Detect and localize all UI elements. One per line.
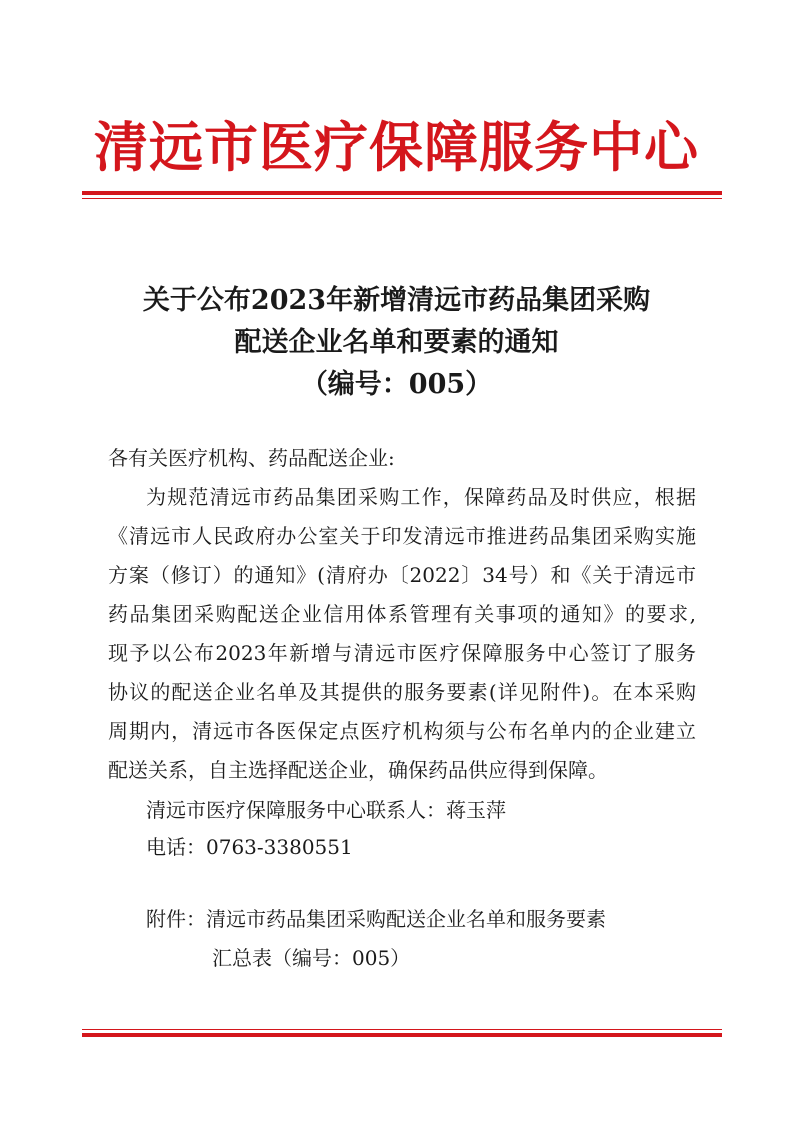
footer-divider-thin <box>82 1029 722 1030</box>
contact-person: 清远市医疗保障服务中心联系人：蒋玉萍 <box>146 798 506 822</box>
paragraph-line: 周期内，清远市各医保定点医疗机构须与公布名单内的企业建立 <box>108 719 696 743</box>
paragraph-line: 协议的配送企业名单及其提供的服务要素(详见附件)。在本采购 <box>108 680 696 704</box>
contact-phone: 电话：0763-3380551 <box>146 835 353 859</box>
attachment-line-1: 附件：清远市药品集团采购配送企业名单和服务要素 <box>146 907 606 931</box>
notice-number: （编号：005） <box>300 369 493 400</box>
notice-title-line-2: 配送企业名单和要素的通知 <box>234 327 559 358</box>
footer-divider-thick <box>82 1033 722 1037</box>
attachment-line-2: 汇总表（编号：005） <box>212 946 411 970</box>
header-divider-thin <box>82 198 722 199</box>
paragraph-line: 为规范清远市药品集团采购工作，保障药品及时供应，根据 <box>146 485 696 509</box>
paragraph-line: 方案（修订）的通知》(清府办〔2022〕34号）和《关于清远市 <box>108 563 696 587</box>
paragraph-line: 药品集团采购配送企业信用体系管理有关事项的通知》的要求, <box>108 602 696 626</box>
salutation: 各有关医疗机构、药品配送企业: <box>108 446 395 470</box>
notice-title-line-1: 关于公布2023年新增清远市药品集团采购 <box>142 285 651 316</box>
paragraph-line: 《清远市人民政府办公室关于印发清远市推进药品集团采购实施 <box>108 524 696 548</box>
paragraph-line: 配送关系，自主选择配送企业，确保药品供应得到保障。 <box>108 758 608 782</box>
header-divider-thick <box>82 191 722 195</box>
paragraph-line: 现予以公布2023年新增与清远市医疗保障服务中心签订了服务 <box>108 641 696 665</box>
org-letterhead: 清远市医疗保障服务中心 <box>94 116 699 179</box>
